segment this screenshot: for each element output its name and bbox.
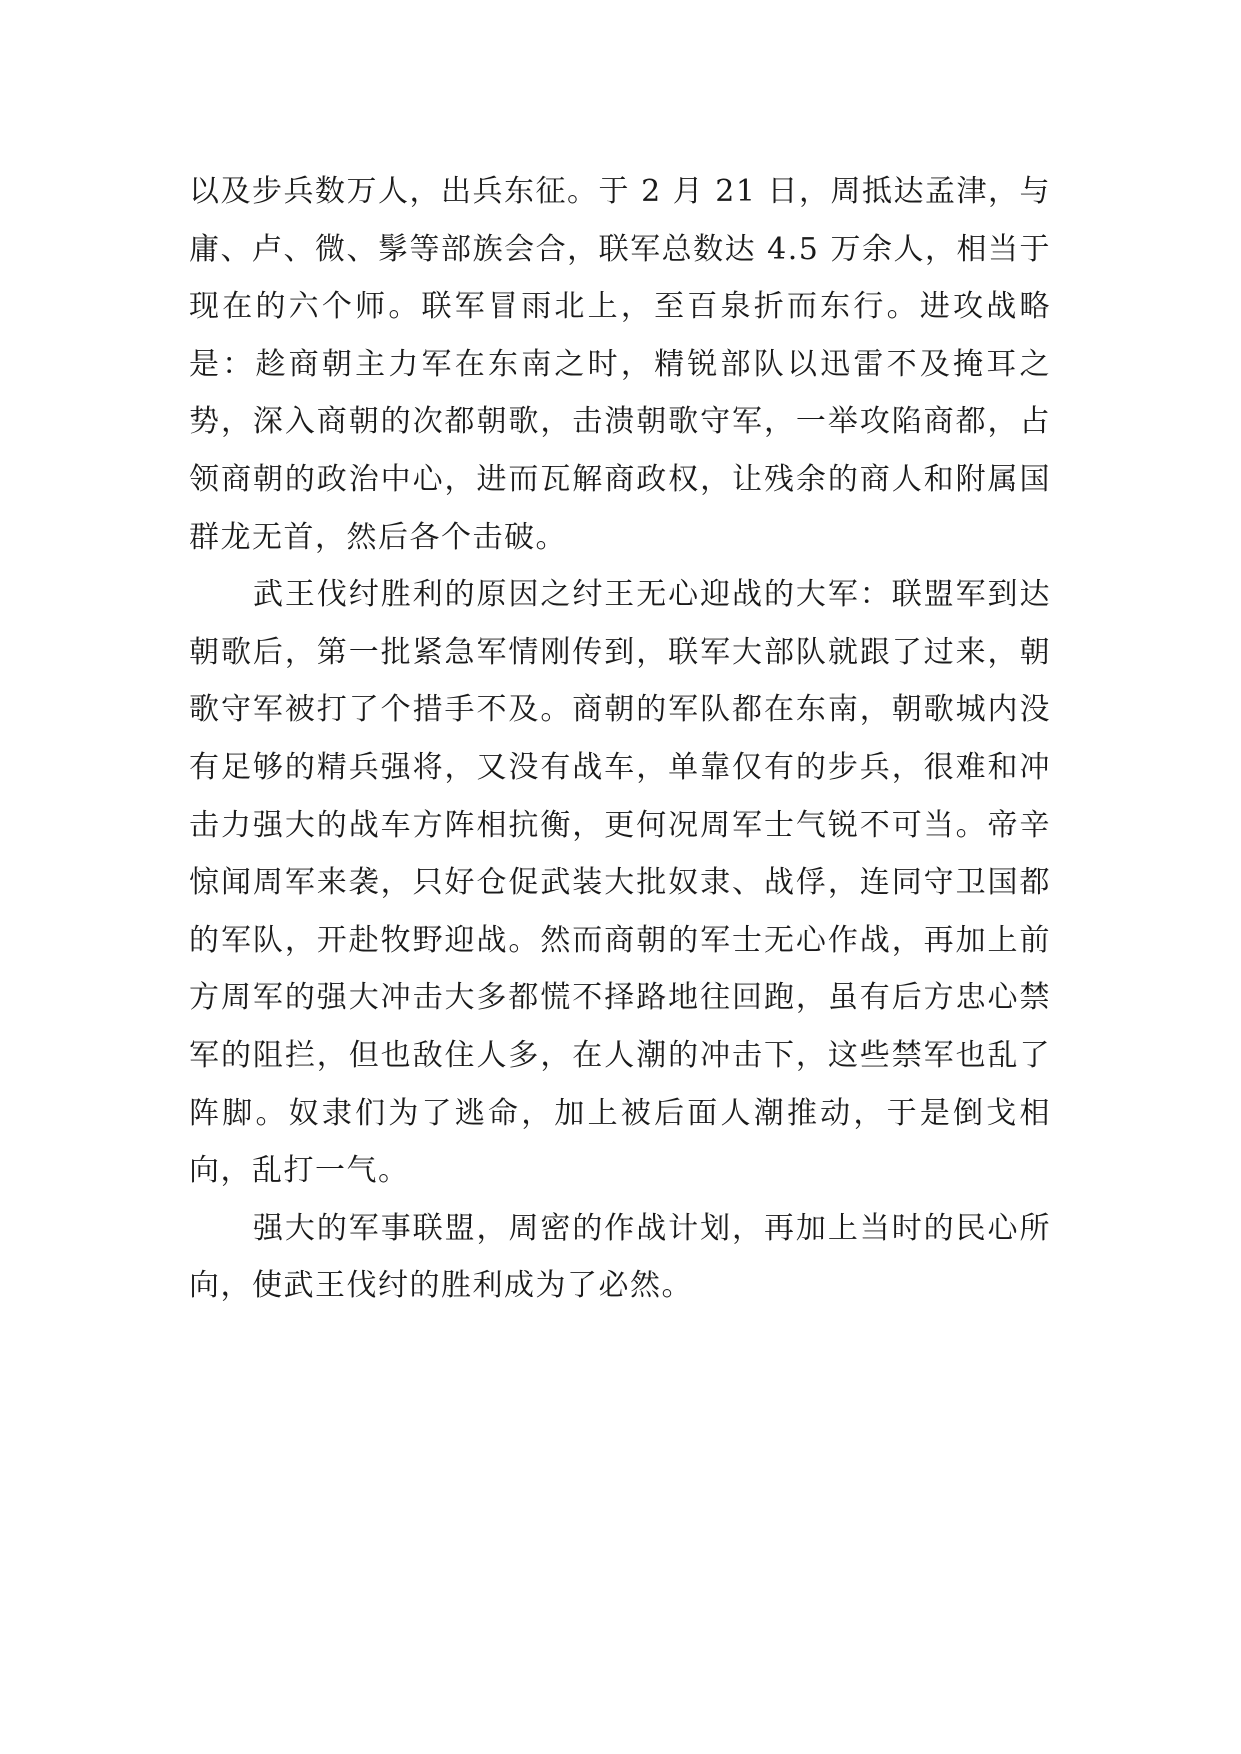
paragraph-continuation: 以及步兵数万人，出兵东征。于 2 月 21 日，周抵达孟津，与庸、卢、微、髳等部族会合，联军总数达 4.5 万余人，相当于现在的六个师。联军冒雨北上，至百泉折而东行。进攻战略是：趁商朝主力军在东南之时，精锐部队以迅雷不及掩耳之势，深入商朝的次都朝歌，击溃朝歌守军，一举攻陷商都，占领商朝的政治中心，进而瓦解商政权，让残余的商人和附属国群龙无首，然后各个击破。	[189, 174, 1051, 555]
paragraph-reasons: 武王伐纣胜利的原因之纣王无心迎战的大军：联盟军到达朝歌后，第一批紧急军情刚传到，联军大部队就跟了过来，朝歌守军被打了个措手不及。商朝的军队都在东南，朝歌城内没有足够的精兵强将，又没有战车，单靠仅有的步兵，很难和冲击力强大的战车方阵相抗衡，更何况周军士气锐不可当。帝辛惊闻周军来袭，只好仓促武装大批奴隶、战俘，连同守卫国都的军队，开赴牧野迎战。然而商朝的军士无心作战，再加上前方周军的强大冲击大多都慌不择路地往回跑，虽有后方忠心禁军的阻拦，但也敌住人多，在人潮的冲击下，这些禁军也乱了阵脚。奴隶们为了逃命，加上被后面人潮推动，于是倒戈相向，乱打一气。	[189, 577, 1051, 1189]
body-text	[189, 163, 1051, 1315]
paragraph-conclusion: 强大的军事联盟，周密的作战计划，再加上当时的民心所向，使武王伐纣的胜利成为了必然。	[189, 1210, 1051, 1304]
